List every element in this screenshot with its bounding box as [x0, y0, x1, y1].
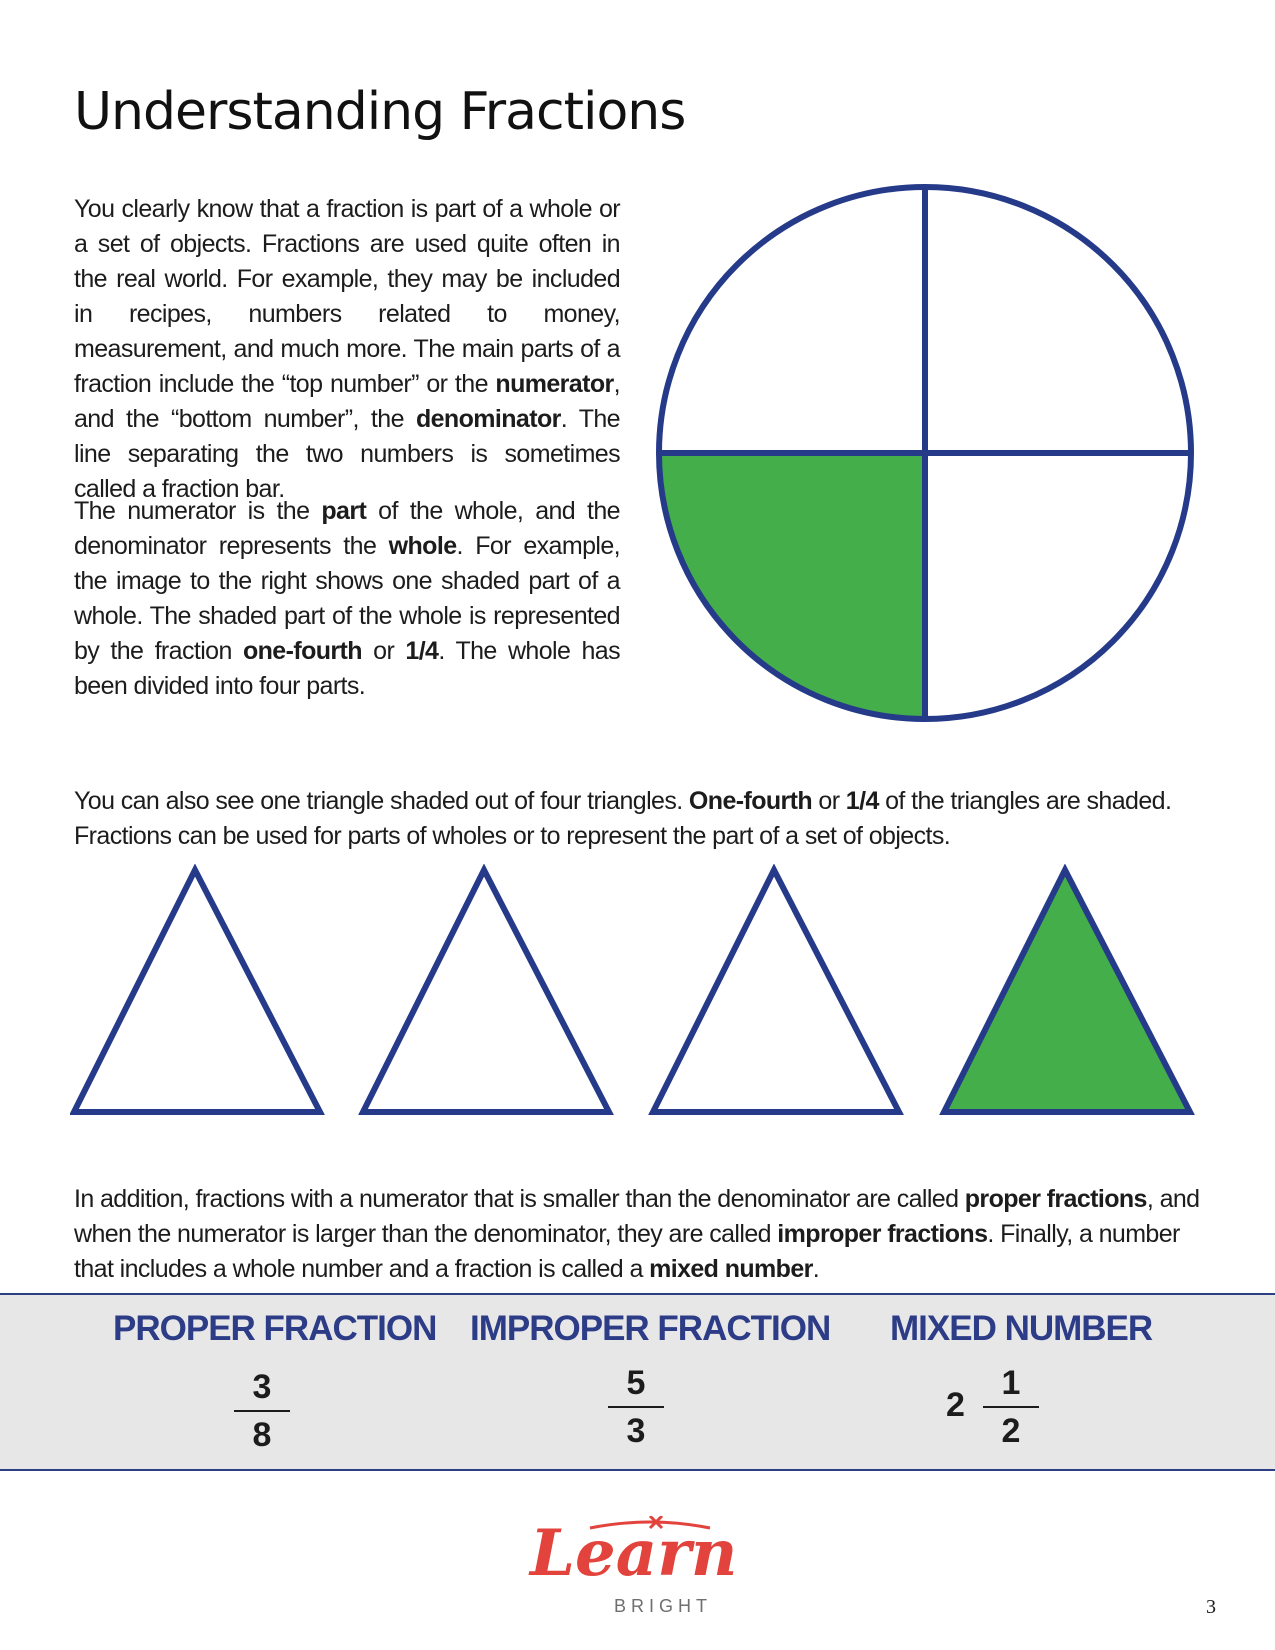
improper-fraction-value: [608, 1363, 664, 1451]
triangle-4-shaded: [944, 870, 1190, 1112]
proper-fraction-column: [113, 1309, 436, 1349]
examples-band: [0, 1293, 1275, 1471]
page-title: Understanding Fractions: [74, 82, 686, 142]
logo-word: Learn: [530, 1516, 738, 1591]
improper-numerator: 5: [626, 1364, 646, 1402]
circle-fraction-diagram: [655, 183, 1195, 723]
proper-fraction-label: PROPER FRACTION: [113, 1309, 437, 1348]
proper-denominator: 8: [252, 1416, 272, 1454]
mixed-number-column: [890, 1309, 1152, 1349]
fraction-bar: [983, 1406, 1039, 1408]
proper-numerator: 3: [252, 1368, 272, 1406]
term-denominator: denominator: [415, 405, 561, 433]
circle-shaded-quarter: [659, 453, 925, 719]
mixed-number-label: MIXED NUMBER: [890, 1309, 1153, 1348]
triangles-diagram: [70, 864, 1210, 1124]
triangles-paragraph: You can also see one triangle shaded out of four triangles. One-fourth or 1/4 of the triangles are shaded. Fractions can be used for parts of wholes or to represent the part of a set of objects.: [74, 787, 1172, 850]
logo-subtext: BRIGHT: [614, 1596, 713, 1616]
triangle-2: [363, 870, 609, 1112]
fraction-types-paragraph: In addition, fractions with a numerator that is smaller than the denominator are called proper fractions, and when the numerator is larger than the denominator, they are called improper fractions. Finally, a number that includes a whole number and a fraction is called a mixed number.: [74, 1185, 1200, 1283]
improper-denominator: 3: [626, 1412, 646, 1450]
fraction-bar: [608, 1406, 664, 1408]
intro-paragraph: You clearly know that a fraction is part of a whole or a set of objects. Fractions are used quite often in the real world. For example, they may be included in recipes, numbers related to money, measurement, and much more. The main parts of a fraction include the “top number” or the numerator, and the “bottom number”, the denominator. The line separating the two numbers is sometimes called a fraction bar.: [74, 195, 620, 503]
triangle-3: [653, 870, 899, 1112]
mixed-fraction-value: [983, 1363, 1039, 1451]
fraction-bar: [234, 1410, 290, 1412]
proper-fraction-value: [234, 1367, 290, 1455]
improper-fraction-label: IMPROPER FRACTION: [470, 1309, 831, 1348]
mixed-whole: 2: [946, 1386, 965, 1424]
triangle-1: [74, 870, 320, 1112]
improper-fraction-column: [470, 1309, 830, 1349]
mixed-denominator: 2: [1001, 1412, 1021, 1450]
term-numerator: numerator: [495, 370, 614, 398]
numerator-paragraph: The numerator is the part of the whole, and the denominator represents the whole. For example, the image to the right shows one shaded part of a whole. The shaded part of the whole is represented by the fraction one-fourth or 1/4. The whole has been divided into four parts.: [74, 497, 620, 700]
mixed-numerator: 1: [1001, 1364, 1021, 1402]
page-number: 3: [1206, 1596, 1216, 1618]
